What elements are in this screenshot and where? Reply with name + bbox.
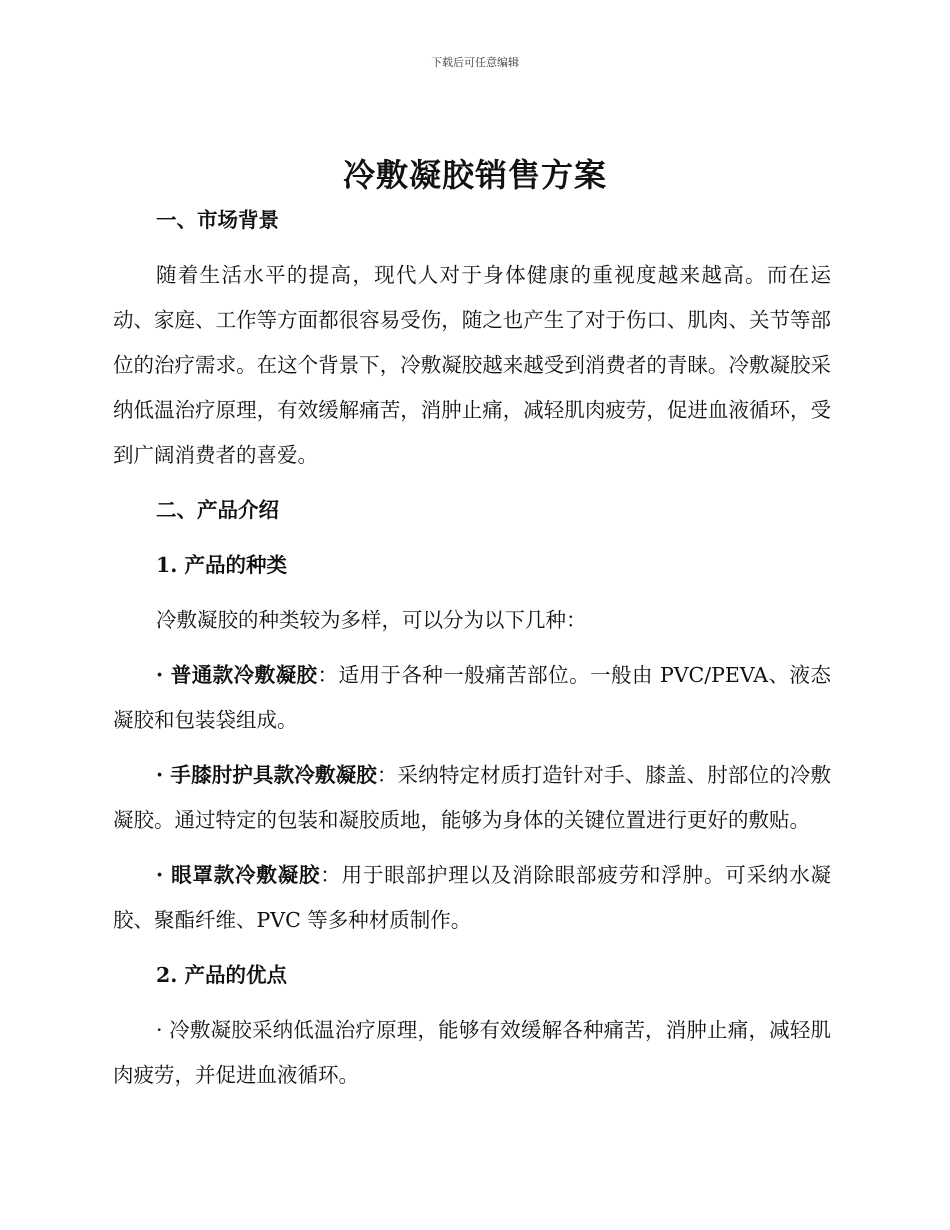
header-note: 下载后可任意编辑 — [431, 56, 519, 69]
bullet: · — [156, 663, 171, 687]
product-type-desc: ：用于眼部护理以及消除眼部疲劳和浮肿。可采纳水凝胶、聚酯纤维、PVC 等多种材质制作。 — [113, 863, 832, 932]
product-type-item — [113, 853, 831, 943]
bullet: · — [156, 763, 171, 787]
product-type-name: 普通款冷敷凝胶 — [170, 663, 318, 687]
product-type-name: 手膝肘护具款冷敷凝胶 — [170, 763, 377, 787]
product-types-intro: 冷敷凝胶的种类较为多样，可以分为以下几种： — [156, 608, 587, 632]
document-title: 冷敷凝胶销售方案 — [342, 156, 607, 194]
market-background-paragraph: 随着生活水平的提高，现代人对于身体健康的重视度越来越高。而在运动、家庭、工作等方面都很容易受伤，随之也产生了对于伤口、肌肉、关节等部位的治疗需求。在这个背景下，冷敷凝胶越来越受到消费者的青睐。冷敷凝胶采纳低温治疗原理，有效缓解痛苦，消肿止痛，减轻肌肉疲劳，促进血液循环，受到广阔消费者的喜爱。 — [113, 263, 831, 467]
product-type-item — [113, 753, 831, 843]
product-advantage-paragraph: · 冷敷凝胶采纳低温治疗原理，能够有效缓解各种痛苦，消肿止痛，减轻肌肉疲劳，并促进血液循环。 — [113, 1018, 831, 1087]
document-body — [113, 198, 831, 1098]
subheading-product-advantages: 2. 产品的优点 — [156, 963, 288, 987]
product-type-desc: ：适用于各种一般痛苦部位。一般由 PVC/PEVA、液态凝胶和包装袋组成。 — [113, 663, 832, 732]
subheading-product-types: 1. 产品的种类 — [156, 553, 288, 577]
product-type-item — [113, 653, 831, 743]
product-type-desc: ：采纳特定材质打造针对手、膝盖、肘部位的冷敷凝胶。通过特定的包装和凝胶质地，能够为身体的关键位置进行更好的敷贴。 — [113, 763, 832, 832]
product-type-name: 眼罩款冷敷凝胶 — [171, 863, 321, 887]
section-heading-market: 一、市场背景 — [156, 208, 279, 232]
section-heading-product: 二、产品介绍 — [156, 498, 279, 522]
bullet: · — [156, 863, 172, 887]
